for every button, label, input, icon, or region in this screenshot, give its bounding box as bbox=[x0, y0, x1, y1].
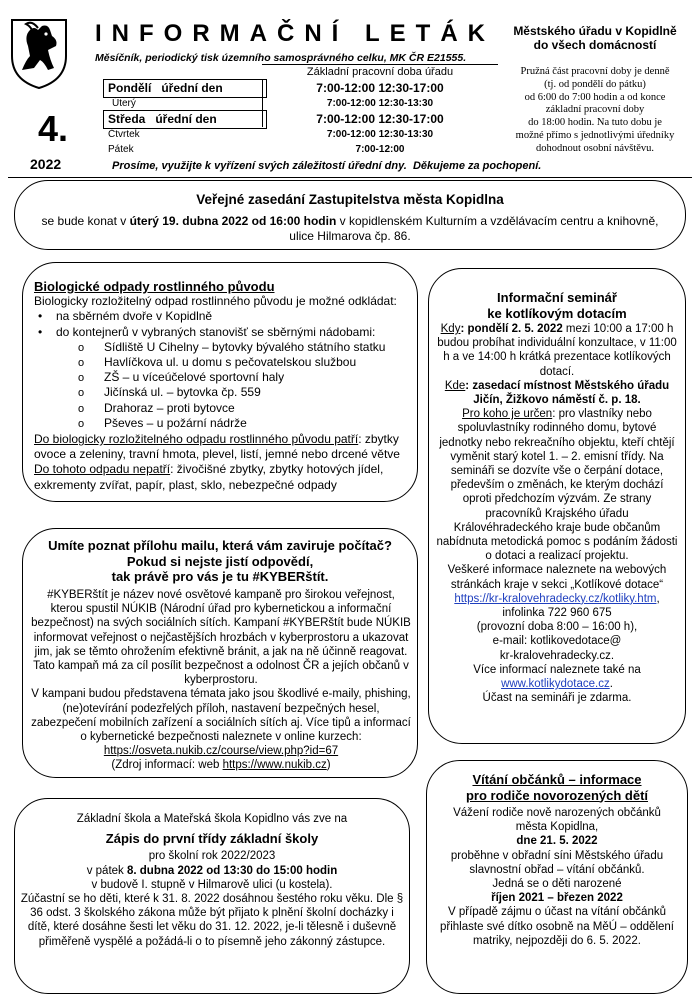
welcome-title-1: Vítání občánků – informace bbox=[472, 772, 642, 787]
seminar-where bbox=[436, 379, 678, 407]
seminar-where-label: Kde bbox=[444, 379, 466, 392]
list-item: o Sídliště U Cihelny – bytovky bývalého státního statku bbox=[34, 340, 412, 355]
issue-number: 4. bbox=[38, 108, 69, 149]
list-item: o Havlíčkova ul. u domu s pečovatelskou službou bbox=[34, 355, 412, 370]
seminar-when bbox=[436, 322, 678, 379]
seminar-who-label: Pro koho je určen bbox=[462, 408, 553, 421]
flex-note-line: dohodnout osobní návštěvu. bbox=[535, 142, 655, 154]
seminar-when-label: Kdy bbox=[440, 323, 461, 335]
meeting-date: úterý 19. dubna 2022 od 16:00 hodin bbox=[129, 214, 337, 228]
seminar-when-date: : pondělí 2. 5. 2022 bbox=[460, 323, 563, 335]
bio-belongs bbox=[34, 432, 412, 462]
meeting-title: Veřejné zasedání Zastupitelstva města Kopidlna bbox=[196, 192, 504, 207]
list-item: o Drahoraz – proti bytovce bbox=[34, 401, 412, 416]
school-year: pro školní rok 2022/2023 bbox=[148, 850, 276, 863]
cyber-course-link[interactable]: https://osveta.nukib.cz/course/view.php?id=67 bbox=[103, 745, 339, 758]
schedule-hours-tuesday: 7:00-12:00 12:30-13:30 bbox=[326, 98, 434, 109]
schedule-hours-thursday: 7:00-12:00 12:30-13:30 bbox=[326, 129, 434, 140]
leaflet-title: INFORMAČNÍ LETÁK bbox=[95, 20, 495, 47]
cyber-para-1: #KYBERštít je název nové osvětové kampaně pro širokou veřejnost, kterou spustil NÚKIB (Národní úřad pro kybernetickou a informační bezpečnost) na svých sociálních sítích. Kampaní #KYBERštít bude NÚKIB informovat veřejnost o nejčastějších hrozbách v kyberprostoru a ukazovat jim, jak se těmto ohrožením efektivně bránit, a jak na ně účinně reagovat. Tato kampaň má za cíl posílit bezpečnost a odolnost ČR a jejích občanů v kyberprostoru. bbox=[31, 589, 411, 687]
cyber-nukib-link[interactable]: https://www.nukib.cz bbox=[222, 759, 327, 772]
schedule-day-friday: Pátek bbox=[108, 144, 134, 155]
school-title: Zápis do první třídy základní školy bbox=[105, 831, 319, 847]
header-right-title bbox=[500, 24, 690, 52]
cyber-title-3: tak právě pro vás je tu #KYBERštít. bbox=[111, 569, 329, 584]
seminar-when-text: mezi 10:00 a 17:00 h budou probíhat individuální konzultace, v 11:00 h a ve 14:00 h krátká prezentace kotlíkových dotací. bbox=[437, 323, 677, 378]
flex-hours-note bbox=[500, 66, 690, 156]
seminar-email-2: kr-kralovehradecky.cz. bbox=[499, 649, 615, 662]
cyber-source bbox=[30, 758, 412, 772]
welcome-body bbox=[438, 806, 676, 948]
school-date-time: 8. dubna 2022 od 13:30 do 15:00 hodin bbox=[127, 864, 338, 877]
leaflet-subtitle: Měsíčník, periodický tisk územního samosprávného celku, MK ČR E21555. bbox=[95, 52, 467, 64]
issue-year: 2022 bbox=[30, 156, 62, 172]
welcome-heading bbox=[426, 772, 688, 803]
school-content bbox=[20, 812, 404, 949]
list-item: • do kontejnerů v vybraných stanovišť se sběrnými nádobami: bbox=[34, 325, 412, 340]
school-invite: Základní škola a Mateřská škola Kopidlno vás zve na bbox=[76, 813, 348, 825]
bio-waste-intro: Biologicky rozložitelný odpad rostlinného původu je možné odkládat: bbox=[34, 294, 397, 309]
header-bottom-rule bbox=[8, 177, 692, 178]
schedule-day-thursday: Čtvrtek bbox=[108, 129, 140, 140]
seminar-link-suffix: , bbox=[656, 592, 660, 605]
cyber-heading bbox=[22, 538, 418, 585]
flex-note-line: (tj. od pondělí do pátku) bbox=[544, 78, 646, 90]
welcome-date: dne 21. 5. 2022 bbox=[516, 835, 598, 848]
seminar-region-link[interactable]: https://kr-kralovehradecky.cz/kotliky.htm bbox=[454, 592, 657, 605]
list-item: o Pševes – u požární nádrže bbox=[34, 416, 412, 431]
right-title-line-2: do všech domácností bbox=[533, 38, 657, 52]
flex-note-line: základní pracovní doby bbox=[545, 104, 645, 116]
meeting-line-1 bbox=[14, 214, 686, 229]
cyber-body bbox=[30, 588, 412, 773]
list-item: o Jičínská ul. – bytovka čp. 559 bbox=[34, 385, 412, 400]
bio-not-belongs bbox=[34, 462, 412, 492]
seminar-info: Veškeré informace naleznete na webových stránkách kraje v sekci „Kotlíkové dotace“ bbox=[447, 564, 667, 591]
bio-belongs-text: : zbytky ovoce a zeleniny, travní hmota, plevel, listí, jemné nebo drcené větve bbox=[34, 432, 400, 462]
schedule-hours-wednesday: 7:00-12:00 12:30-17:00 bbox=[316, 112, 444, 126]
seminar-more bbox=[436, 663, 678, 691]
schedule-hours-friday: 7:00-12:00 bbox=[355, 144, 405, 155]
schedule-hours-monday: 7:00-12:00 12:30-17:00 bbox=[316, 81, 444, 95]
seminar-phone: infolinka 722 960 675 bbox=[502, 607, 612, 620]
meeting-details bbox=[14, 214, 686, 244]
seminar-hours: (provozní doba 8:00 – 16:00 h), bbox=[476, 621, 638, 634]
cyber-para-2 bbox=[30, 687, 412, 758]
seminar-title-2: ke kotlíkovým dotacím bbox=[487, 305, 627, 321]
seminar-who bbox=[436, 407, 678, 563]
cyber-title-2: Pokud si nejste jistí odpovědí, bbox=[126, 553, 314, 569]
welcome-children: Jedná se o děti narozené bbox=[492, 878, 622, 891]
bio-belongs-label: Do biologicky rozložitelného odpadu rostlinného původu patří bbox=[34, 432, 359, 447]
town-crest-logo bbox=[8, 16, 70, 90]
school-body: Zúčastní se ho děti, které k 31. 8. 2022 dosáhnou šestého roku věku. Dle § 36 odst. 3 školského zákona může být přijato k plnění školní docházky i dítě, které dosáhne šesti let věku do 31. 12. 2022, je-li tělesně i duševně přiměřeně vyspělé a požádá-li o to písemně jeho zákonný zástupce. bbox=[20, 893, 404, 948]
seminar-dotace-link[interactable]: www.kotlikydotace.cz bbox=[501, 678, 610, 691]
seminar-body bbox=[436, 322, 678, 705]
seminar-link-line bbox=[436, 592, 678, 606]
bio-waste-content bbox=[34, 279, 412, 493]
cyber-title-1: Umíte poznat přílohu mailu, která vám zaviruje počítač? bbox=[48, 538, 392, 553]
request-note: Prosíme, využijte k vyřízení svých záležitostí úřední dny. Děkujeme za pochopení. bbox=[112, 160, 542, 172]
cyber-para-2-text: V kampani budou představena témata jako jsou škodlivé e-maily, phishing, (ne)otevírání podezřelých příloh, nastavení bezpečných hesel, zabezpečení mobilních zařízení a sociálních sítích aj. Více tipů a informací o kybernetické bezpečnosti naleznete v online kurzech: bbox=[31, 688, 411, 744]
welcome-intro: Vážení rodiče nově narozených občánků města Kopidlna, bbox=[453, 807, 661, 834]
welcome-range: říjen 2021 – březen 2022 bbox=[491, 892, 623, 905]
flex-note-line: Pružná část pracovní doby je denně bbox=[520, 66, 670, 77]
seminar-email-1: e-mail: kotlikovedotace@ bbox=[492, 635, 622, 648]
cyber-source-suffix: ) bbox=[326, 759, 331, 772]
seminar-free: Účast na semináři je zdarma. bbox=[482, 692, 632, 705]
schedule-day-wednesday: Středa úřední den bbox=[108, 112, 217, 126]
welcome-signup: V případě zájmu o účast na vítání občánků přihlaste své dítko osobně na MěÚ – oddělení matriky, nejpozději do 6. 5. 2022. bbox=[440, 906, 674, 947]
cyber-source-prefix: (Zdroj informací: web bbox=[111, 759, 223, 772]
schedule-day-monday: Pondělí úřední den bbox=[108, 81, 223, 95]
school-date bbox=[20, 864, 404, 878]
flex-note-line: do 18:00 hodin. Na tuto dobu je bbox=[528, 117, 662, 129]
bio-not-label: Do tohoto odpadu nepatří bbox=[34, 462, 171, 477]
bio-waste-title: Biologické odpady rostlinného původu bbox=[34, 279, 275, 294]
list-item: • na sběrném dvoře v Kopidlně bbox=[34, 309, 412, 324]
flex-note-line: od 6:00 do 7:00 hodin a od konce bbox=[524, 91, 666, 103]
school-date-prefix: v pátek bbox=[86, 864, 127, 877]
right-title-line-1: Městského úřadu v Kopidlně bbox=[513, 24, 677, 38]
welcome-title-2: pro rodiče novorozených dětí bbox=[465, 787, 649, 803]
bio-not-text: : živočišné zbytky, zbytky hotových jídel, exkrementy zvířat, papír, plast, sklo, nebezpečné odpady bbox=[34, 462, 384, 492]
seminar-who-text: : pro vlastníky nebo spoluvlastníky rodinného domu, bytové jednotky nebo rekreačního objektu, kteří chtějí vyměnit starý kotel 1. – 2. emisní třídy. Na semináři se dozvíte vše o čerpání dotace, především o změnách, ke kterým dochází oproti předchozím výzvám. Ze strany pracovníků Krajského úřadu Královéhradeckého kraje bude občanům nabídnuta metodická pomoc s podáním žádosti o dotaci a realizací projektu. bbox=[436, 408, 678, 563]
school-place: v budově I. stupně v Hilmarově ulici (u kostela). bbox=[91, 878, 333, 891]
schedule-day-tuesday: Úterý bbox=[112, 98, 136, 109]
seminar-heading bbox=[428, 290, 686, 321]
seminar-title-1: Informační seminář bbox=[497, 290, 617, 305]
schedule-heading: Základní pracovní doba úřadu bbox=[306, 66, 454, 78]
seminar-where-place: : zasedací místnost Městského úřadu Jičín, Žižkovo náměstí č. p. 18. bbox=[465, 379, 670, 407]
meeting-place: v kopidlenském Kulturním a vzdělávacím centru a knihovně, bbox=[336, 214, 659, 228]
meeting-address: ulice Hilmarova čp. 86. bbox=[289, 229, 411, 243]
seminar-more-text: Více informací naleznete také na bbox=[473, 663, 641, 676]
flex-note-line: možné přímo s jednotlivými úředníky bbox=[515, 129, 675, 141]
list-item: o ZŠ – u víceúčelové sportovní haly bbox=[34, 370, 412, 385]
meeting-line-prefix: se bude konat v bbox=[41, 214, 130, 228]
seminar-more-suffix: . bbox=[609, 678, 613, 691]
welcome-ceremony: proběhne v obřadní síni Městského úřadu slavnostní obřad – vítání občánků. bbox=[450, 849, 664, 876]
